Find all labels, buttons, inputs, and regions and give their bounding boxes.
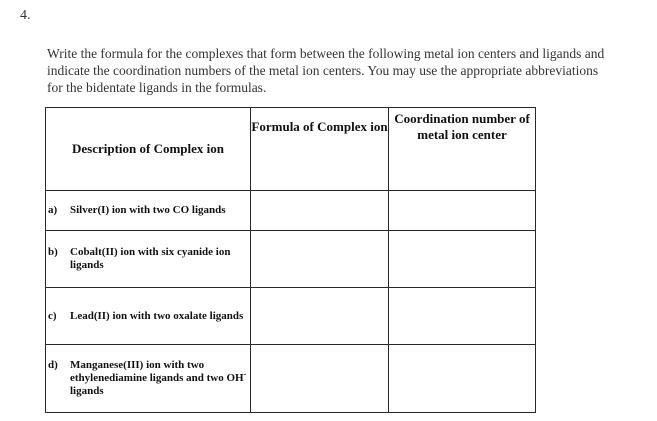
superscript-minus: - — [243, 369, 247, 379]
row-d-formula-cell[interactable] — [251, 345, 389, 413]
row-b-formula-cell[interactable] — [251, 231, 389, 288]
question-number: 4. — [20, 8, 31, 23]
header-coordination: Coordination number of metal ion center — [389, 108, 536, 191]
row-c-coordination-cell[interactable] — [389, 288, 536, 345]
table-row — [46, 288, 536, 345]
row-b-coordination-cell[interactable] — [389, 231, 536, 288]
row-a-description — [46, 191, 251, 231]
row-d-coordination-cell[interactable] — [389, 345, 536, 413]
table-header-row — [46, 108, 536, 191]
answer-table — [45, 107, 536, 413]
row-text: Cobalt(II) ion with six cyanide ion ligands — [70, 246, 231, 271]
row-letter: d) — [48, 359, 58, 371]
header-description: Description of Complex ion — [46, 108, 251, 191]
row-d-description — [46, 345, 251, 413]
row-letter: a) — [48, 204, 58, 216]
row-c-description — [46, 288, 251, 345]
table-row — [46, 345, 536, 413]
question-instructions: Write the formula for the complexes that form between the following metal ion centers and ligands and indicate the coordination numbers of the metal ion centers. You may use the appropriate abbreviations for the bidentate ligands in the formulas. — [47, 46, 605, 95]
table-row — [46, 231, 536, 288]
header-formula: Formula of Complex ion — [251, 108, 389, 191]
row-text: Manganese(III) ion with two ethylenediamine ligands and two OH- ligands — [70, 359, 247, 397]
row-letter: c) — [48, 309, 57, 322]
row-letter: b) — [48, 246, 58, 258]
row-a-coordination-cell[interactable] — [389, 191, 536, 231]
row-text: Silver(I) ion with two CO ligands — [70, 204, 226, 216]
row-a-formula-cell[interactable] — [251, 191, 389, 231]
row-c-formula-cell[interactable] — [251, 288, 389, 345]
row-b-description — [46, 231, 251, 288]
row-text: Lead(II) ion with two oxalate ligands — [70, 309, 244, 322]
table-row — [46, 191, 536, 231]
